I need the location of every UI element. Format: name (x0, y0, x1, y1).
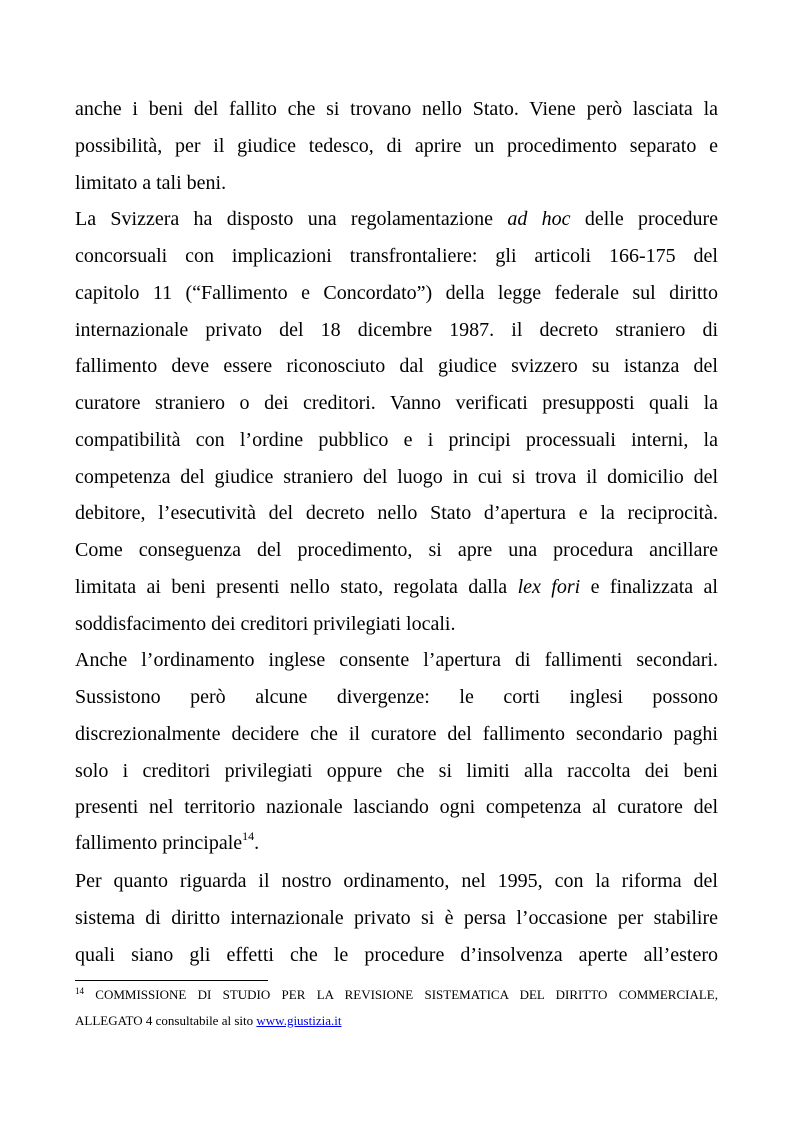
text-span: limitato a tali beni. (75, 172, 227, 194)
body-line (75, 318, 718, 342)
footnote-separator (75, 980, 268, 981)
text-span: delle procedure (570, 208, 718, 230)
body-line (75, 538, 718, 562)
text-span: Anche l’ordinamento inglese consente l’apertura di fallimenti secondari. (75, 649, 718, 671)
body-line (75, 722, 718, 746)
body-line (75, 465, 718, 489)
body-line (75, 685, 718, 709)
italic-term: lex fori (517, 576, 581, 598)
text-span: . (254, 832, 260, 854)
body-line (75, 391, 718, 415)
footnote-text: COMMISSIONE DI STUDIO PER LA REVISIONE SISTEMATICA DEL DIRITTO COMMERCIALE, (84, 987, 718, 1002)
body-line (75, 244, 718, 268)
body-line (75, 207, 718, 231)
text-span: anche i beni del fallito che si trovano nello Stato. Viene però lasciata la (75, 98, 718, 120)
text-span: presenti nel territorio nazionale lasciando ogni competenza al curatore del (75, 796, 718, 818)
text-span: limitata ai beni presenti nello stato, regolata dalla (75, 576, 518, 598)
text-span: debitore, l’esecutività del decreto nello Stato d’apertura e la reciprocità. (75, 502, 718, 524)
footnote-number: 14 (75, 986, 84, 996)
text-span: capitolo 11 (“Fallimento e Concordato”) della legge federale sul diritto (75, 282, 718, 304)
footnote-link[interactable]: www.giustizia.it (256, 1013, 342, 1028)
text-span: competenza del giudice straniero del luogo in cui si trova il domicilio del (75, 466, 718, 488)
text-span: soddisfacimento dei creditori privilegiati locali. (75, 613, 456, 635)
body-line (75, 759, 718, 783)
body-line (75, 171, 718, 195)
text-span: internazionale privato del 18 dicembre 1987. il decreto straniero di (75, 319, 718, 341)
body-line (75, 943, 718, 967)
text-span: discrezionalmente decidere che il curatore del fallimento secondario paghi (75, 723, 718, 745)
body-line (75, 97, 718, 121)
text-span: sistema di diritto internazionale privato si è persa l’occasione per stabilire (75, 907, 718, 929)
body-line (75, 354, 718, 378)
italic-term: ad hoc (507, 208, 571, 230)
body-line (75, 501, 718, 525)
body-line (75, 134, 718, 158)
text-span: solo i creditori privilegiati oppure che si limiti alla raccolta dei beni (75, 760, 718, 782)
body-line (75, 906, 718, 930)
body-line (75, 575, 718, 599)
footnote-line-1 (75, 987, 718, 1003)
body-line (75, 281, 718, 305)
body-line (75, 428, 718, 452)
footnote-text-2: ALLEGATO 4 consultabile al sito (75, 1013, 257, 1028)
text-span: fallimento deve essere riconosciuto dal giudice svizzero su istanza del (75, 355, 718, 377)
text-span: curatore straniero o dei creditori. Vanno verificati presupposti quali la (75, 392, 718, 414)
text-span: fallimento principale (75, 832, 243, 854)
body-line (75, 648, 718, 672)
body-line (75, 612, 718, 636)
text-span: compatibilità con l’ordine pubblico e i principi processuali interni, la (75, 429, 718, 451)
footnote-reference: 14 (242, 829, 255, 843)
body-line (75, 869, 718, 893)
text-span: Sussistono però alcune divergenze: le corti inglesi possono (75, 686, 718, 708)
text-span: Per quanto riguarda il nostro ordinamento, nel 1995, con la riforma del (75, 870, 718, 892)
body-line (75, 795, 718, 819)
text-span: e finalizzata al (580, 576, 718, 598)
text-span: La Svizzera ha disposto una regolamentazione (75, 208, 508, 230)
text-span: quali siano gli effetti che le procedure d’insolvenza aperte all’estero (75, 944, 718, 966)
text-span: Come conseguenza del procedimento, si apre una procedura ancillare (75, 539, 718, 561)
body-line (75, 831, 718, 855)
footnote-line-2 (75, 1013, 718, 1029)
text-span: possibilità, per il giudice tedesco, di aprire un procedimento separato e (75, 135, 718, 157)
text-span: concorsuali con implicazioni transfrontaliere: gli articoli 166-175 del (75, 245, 718, 267)
